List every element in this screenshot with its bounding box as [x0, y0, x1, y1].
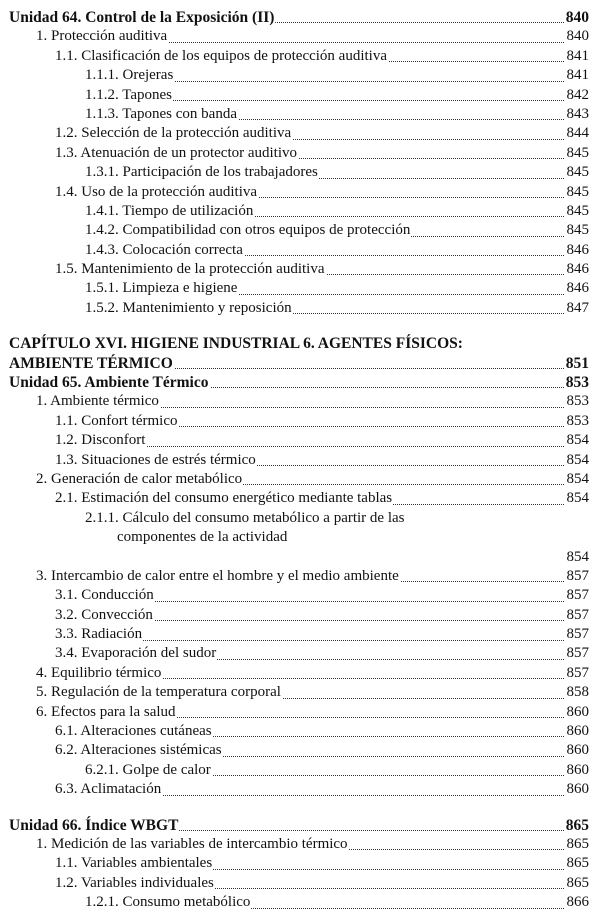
toc-entry[interactable] — [0, 124, 600, 143]
toc-entry-label: 1.2. Selección de la protección auditiva — [55, 124, 292, 143]
toc-entry[interactable] — [0, 105, 600, 124]
toc-entry-label: 3.4. Evaporación del sudor — [55, 644, 217, 663]
toc-entry-label: 2.1.1. Cálculo del consumo metabólico a partir de las — [85, 509, 405, 526]
toc-entry[interactable] — [0, 241, 600, 260]
section-gap — [0, 800, 600, 816]
toc-entry[interactable] — [0, 489, 600, 508]
toc-entry[interactable] — [0, 586, 600, 605]
toc-entry[interactable] — [0, 548, 600, 567]
toc-entry-label: 1.1. Clasificación de los equipos de protección auditiva — [55, 47, 388, 66]
toc-entry-label: 3.1. Conducción — [55, 586, 155, 605]
toc-entry-label: 1.2. Variables individuales — [55, 874, 215, 893]
toc-page-number: 845 — [566, 144, 589, 161]
toc-page-number: 854 — [566, 548, 589, 565]
toc-entry[interactable] — [0, 66, 600, 85]
toc-entry-label: 1. Protección auditiva — [36, 27, 168, 46]
toc-page-number: 851 — [565, 354, 589, 372]
toc-entry-label: 1.1. Variables ambientales — [55, 854, 213, 873]
toc-unit-entry[interactable] — [0, 373, 600, 392]
toc-entry-label: 1.3.1. Participación de los trabajadores — [85, 163, 319, 182]
toc-page-number: 860 — [566, 781, 589, 798]
toc-page-number: 860 — [566, 703, 589, 720]
chapter-heading-text: CAPÍTULO XVI. HIGIENE INDUSTRIAL 6. AGENTES FÍSICOS: — [9, 335, 463, 353]
toc-page-number: 865 — [566, 855, 589, 872]
toc-entry[interactable] — [0, 392, 600, 411]
toc-entry[interactable] — [0, 741, 600, 760]
toc-page-number: 841 — [566, 67, 589, 84]
toc-page-number: 865 — [565, 816, 589, 834]
toc-entry-label: 1.4. Uso de la protección auditiva — [55, 183, 258, 202]
toc-entry[interactable] — [0, 664, 600, 683]
toc-entry[interactable] — [0, 260, 600, 279]
toc-entry-label: 1.2.1. Consumo metabólico — [85, 893, 251, 912]
toc-page-number: 854 — [566, 490, 589, 507]
toc-entry[interactable] — [0, 470, 600, 489]
toc-page-number: 845 — [566, 202, 589, 219]
toc-entry[interactable] — [0, 279, 600, 298]
toc-entry[interactable] — [0, 567, 600, 586]
toc-entry-label: Unidad 66. Índice WBGT — [9, 816, 179, 834]
toc-entry-label: 1. Medición de las variables de intercambio térmico — [36, 835, 349, 854]
toc-entry[interactable] — [0, 722, 600, 741]
toc-text-line — [0, 528, 600, 547]
toc-entry[interactable] — [0, 703, 600, 722]
toc-entry[interactable] — [0, 683, 600, 702]
toc-entry-label: 1.4.3. Colocación correcta — [85, 241, 244, 260]
toc-page-number: 853 — [566, 393, 589, 410]
toc-entry-label: 6.1. Alteraciones cutáneas — [55, 722, 213, 741]
toc-page-number: 865 — [566, 836, 589, 852]
toc-entry-label: Unidad 65. Ambiente Térmico — [9, 374, 209, 392]
toc-entry-label: 1.3. Situaciones de estrés térmico — [55, 451, 257, 470]
section-gap — [0, 318, 600, 334]
toc-unit-entry[interactable] — [0, 8, 600, 27]
toc-page-number: 860 — [566, 723, 589, 740]
toc-entry-label: 1.2. Disconfort — [55, 431, 146, 450]
toc-entry-label: 1.1.3. Tapones con banda — [85, 105, 238, 124]
toc-page-number: 865 — [566, 874, 589, 891]
toc-entry[interactable] — [0, 625, 600, 644]
toc-page-number: 860 — [566, 742, 589, 759]
toc-entry[interactable] — [0, 47, 600, 66]
toc-entry-label: 1.3. Atenuación de un protector auditivo — [55, 144, 298, 163]
toc-page-number: 840 — [566, 28, 589, 45]
toc-page-number: 857 — [566, 626, 589, 643]
toc-entry[interactable] — [0, 202, 600, 221]
toc-page-number: 857 — [566, 664, 589, 681]
toc-page-number: 866 — [566, 894, 589, 911]
toc-entry[interactable] — [0, 144, 600, 163]
toc-page-number: 857 — [566, 606, 589, 623]
toc-page-number: 857 — [566, 567, 589, 584]
toc-entry-label: 6.2.1. Golpe de calor — [85, 761, 212, 780]
toc-entry[interactable] — [0, 893, 600, 912]
toc-entry-label: 2.1. Estimación del consumo energético mediante tablas — [55, 489, 393, 508]
toc-page-number: 858 — [566, 684, 589, 701]
toc-page-number: 840 — [565, 8, 589, 26]
toc-entry[interactable] — [0, 606, 600, 625]
toc-page-number: 854 — [566, 451, 589, 468]
toc-page-number: 860 — [566, 761, 589, 778]
toc-entry-label: 4. Equilibrio térmico — [36, 664, 162, 683]
toc-page-number: 843 — [566, 105, 589, 122]
toc-page-number: 845 — [566, 183, 589, 200]
toc-entry-label: AMBIENTE TÉRMICO — [9, 354, 173, 372]
toc-entry[interactable] — [0, 183, 600, 202]
toc-entry[interactable] — [0, 86, 600, 105]
toc-entry-label: 1. Ambiente térmico — [36, 392, 160, 411]
toc-entry[interactable] — [0, 299, 600, 318]
chapter-heading — [0, 334, 600, 353]
toc-page-number: 846 — [566, 241, 589, 258]
toc-entry[interactable] — [0, 431, 600, 450]
toc-page-number: 847 — [566, 299, 589, 316]
toc-entry[interactable] — [0, 221, 600, 240]
toc-entry-label: 1.1.1. Orejeras — [85, 66, 174, 85]
toc-page-number: 857 — [566, 645, 589, 662]
toc-entry-label: Unidad 64. Control de la Exposición (II) — [9, 8, 275, 26]
toc-page-number: 846 — [566, 280, 589, 297]
toc-unit-entry[interactable] — [0, 816, 600, 835]
toc-entry[interactable] — [0, 874, 600, 893]
toc-page-number: 853 — [565, 374, 589, 392]
toc-page-number: 844 — [566, 125, 589, 142]
toc-entry-label: 1.5. Mantenimiento de la protección auditiva — [55, 260, 326, 279]
toc-entry[interactable] — [0, 761, 600, 780]
toc-page-number: 857 — [566, 587, 589, 604]
toc-page-number: 841 — [566, 47, 589, 64]
toc-entry[interactable] — [0, 645, 600, 664]
toc-entry-label: 6. Efectos para la salud — [36, 703, 177, 722]
toc-page-number: 853 — [566, 412, 589, 429]
toc-unit-entry[interactable] — [0, 354, 600, 373]
toc-entry[interactable] — [0, 780, 600, 799]
toc-entry[interactable] — [0, 854, 600, 873]
toc-entry-label: 1.5.1. Limpieza e higiene — [85, 279, 238, 298]
toc-entry[interactable] — [0, 451, 600, 470]
toc-entry-label: 1.1.2. Tapones — [85, 86, 173, 105]
toc-page-number: 854 — [566, 470, 589, 487]
toc-entry-label: 3.3. Radiación — [55, 625, 143, 644]
toc-entry[interactable] — [0, 163, 600, 182]
toc-entry-label: 5. Regulación de la temperatura corporal — [36, 683, 282, 702]
toc-entry-label: 2. Generación de calor metabólico — [36, 470, 243, 489]
toc-text-line — [0, 509, 600, 528]
toc-entry[interactable] — [0, 412, 600, 431]
table-of-contents — [0, 8, 600, 913]
toc-entry-label: 1.1. Confort térmico — [55, 412, 178, 431]
toc-page-number: 842 — [566, 86, 589, 103]
toc-page-number: 854 — [566, 432, 589, 449]
toc-entry[interactable] — [0, 27, 600, 46]
toc-page-number: 845 — [566, 222, 589, 239]
toc-page-number: 845 — [566, 164, 589, 181]
toc-entry-label: 3.2. Convección — [55, 606, 154, 625]
toc-page-number: 846 — [566, 261, 589, 278]
toc-entry-label: 3. Intercambio de calor entre el hombre y el medio ambiente — [36, 567, 400, 586]
toc-entry-label: 1.4.2. Compatibilidad con otros equipos de protección — [85, 221, 411, 240]
toc-entry-label: 1.5.2. Mantenimiento y reposición — [85, 299, 293, 318]
toc-entry-label: componentes de la actividad — [117, 529, 288, 546]
toc-entry-label: 6.3. Aclimatación — [55, 780, 162, 799]
toc-entry[interactable] — [0, 835, 600, 854]
toc-entry-label: 1.4.1. Tiempo de utilización — [85, 202, 254, 221]
toc-entry-label: 6.2. Alteraciones sistémicas — [55, 741, 223, 760]
